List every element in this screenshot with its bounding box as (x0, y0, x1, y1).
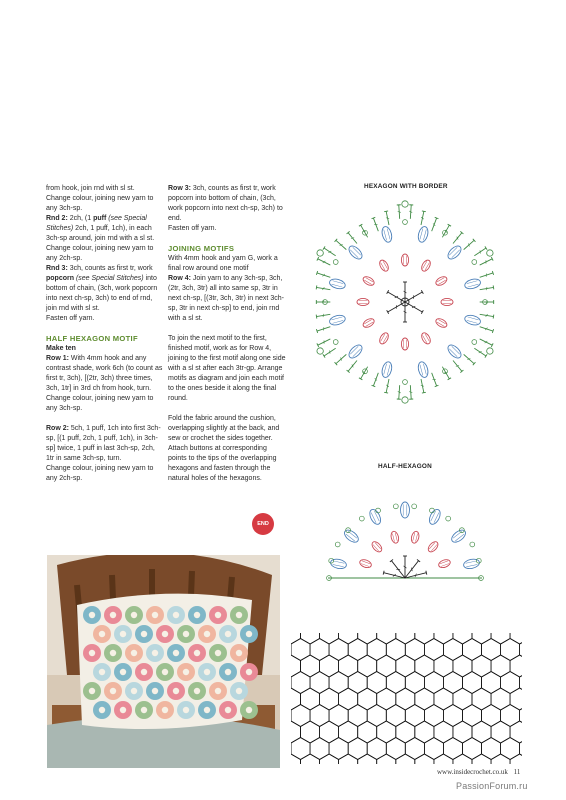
hexagon-cell (320, 721, 339, 743)
hexagon-cell (472, 622, 491, 644)
hexagon-cell (320, 655, 339, 677)
hexagon-cell (377, 655, 396, 677)
hexagon-cell (405, 672, 424, 694)
hexagon-cell (472, 688, 491, 710)
hexagon-cell (396, 688, 415, 710)
hexagon-cell (396, 655, 415, 677)
hexagon-cell (405, 738, 424, 760)
hexagon-cell (510, 721, 529, 743)
hexagon-cell (539, 705, 558, 727)
hexagon-cell (386, 771, 405, 793)
hexagon-cell (520, 639, 539, 661)
hexagon-cell (272, 672, 291, 694)
hexagon-cell (329, 738, 348, 760)
hexagon-cell (301, 754, 320, 776)
hexagon-cell (262, 721, 281, 743)
hexagon-cell (282, 688, 301, 710)
hexagon-cell (291, 705, 310, 727)
footer-url[interactable]: www.insidecrochet.co.uk (437, 768, 508, 776)
hexagon-cell (386, 639, 405, 661)
hexagon-cell (529, 655, 548, 677)
hexagon-cell (262, 688, 281, 710)
hexagon-cell (482, 738, 501, 760)
hexagon-cell (434, 622, 453, 644)
hexagon-cell (310, 639, 329, 661)
hexagon-cell (491, 688, 510, 710)
hexagon-cell (348, 606, 367, 628)
row-4-instruction: Row 4: Join yarn to any 3ch-sp, 3ch, (2tr, 3ch, 3tr) all into same sp, 3tr in next ch-sp, [(3tr, 3ch, 3tr) in next 3ch-sp, 3tr in next ch-sp] to end, join rnd with a sl st. (168, 275, 284, 322)
hexagon-cell (482, 606, 501, 628)
hexagon-cell (482, 705, 501, 727)
hexagon-cell (463, 738, 482, 760)
paragraph: Change colour, joining new yarn to any 3ch-sp. (46, 395, 154, 412)
hexagon-cell (348, 639, 367, 661)
hexagon-cell (348, 672, 367, 694)
hexagon-cell (434, 688, 453, 710)
hexagon-cell (272, 738, 291, 760)
hexagon-cell (415, 655, 434, 677)
hexagon-cell (386, 738, 405, 760)
hexagon-cell (443, 672, 462, 694)
hexagon-cell (339, 655, 358, 677)
hexagon-cell (405, 771, 424, 793)
hexagon-cell (501, 738, 520, 760)
hexagon-cell (262, 754, 281, 776)
hexagon-cell (310, 606, 329, 628)
hexagon-cell (434, 721, 453, 743)
hexagon-cell (320, 688, 339, 710)
hexagon-diagram-title: HEXAGON WITH BORDER (364, 183, 448, 190)
hexagon-cell (386, 705, 405, 727)
paragraph: Fold the fabric around the cushion, overlapping slightly at the back, and sew or crochet the sides together. (168, 415, 280, 442)
paragraph: Change colour, joining new yarn to any 2ch-sp. (46, 245, 154, 262)
hexagon-cell (320, 622, 339, 644)
hexagon-cell (453, 688, 472, 710)
hexagon-cell (377, 721, 396, 743)
hexagon-cell (501, 639, 520, 661)
hexagon-cell (510, 655, 529, 677)
watermark: PassionForum.ru (456, 781, 528, 791)
hexagon-cell (434, 655, 453, 677)
paragraph: With 4mm hook and yarn G, work a final row around one motif (168, 255, 278, 272)
hexagon-cell (291, 639, 310, 661)
hexagon-cell (291, 738, 310, 760)
hexagon-cell (377, 622, 396, 644)
hexagon-cell (329, 672, 348, 694)
hexagon-cell (491, 721, 510, 743)
hexagon-grid (262, 606, 557, 793)
hexagon-cell (310, 705, 329, 727)
hexagon-cell (529, 754, 548, 776)
hexagon-cell (396, 754, 415, 776)
hexagon-cell (472, 721, 491, 743)
row-3-instruction: Row 3: 3ch, counts as first tr, work popcorn into bottom of chain, (3ch, work popcorn into next ch-sp, 3ch) to end. (168, 185, 283, 222)
hexagon-cell (377, 688, 396, 710)
hexagon-cell (415, 721, 434, 743)
hexagon-cell (272, 606, 291, 628)
hexagon-cell (482, 639, 501, 661)
end-badge: END (252, 513, 274, 535)
hexagon-cell (443, 738, 462, 760)
hexagon-cell (367, 705, 386, 727)
hexagon-cell (415, 622, 434, 644)
hexagon-cell (386, 672, 405, 694)
hexagon-cell (301, 688, 320, 710)
row-1-instruction: Row 1: With 4mm hook and any contrast shade, work 6ch (to count as first tr, 3ch), [(2tr, 3ch) three times, 3ch, 1tr] in 3rd ch from hook, turn. (46, 355, 163, 392)
hexagon-cell (463, 672, 482, 694)
hexagon-cell (282, 622, 301, 644)
hexagon-cell (424, 705, 443, 727)
hexagon-cell (348, 771, 367, 793)
hexagon-cell (520, 705, 539, 727)
hexagon-cell (415, 754, 434, 776)
hexagon-cell (424, 606, 443, 628)
hexagon-cell (443, 705, 462, 727)
hexagon-cell (443, 606, 462, 628)
hexagon-cell (367, 639, 386, 661)
footer (437, 768, 520, 776)
hexagon-cell (310, 672, 329, 694)
hexagon-cell (520, 738, 539, 760)
hexagon-cell (358, 655, 377, 677)
paragraph: Change colour, joining new yarn to any 2ch-sp. (46, 465, 154, 482)
hexagon-cell (424, 639, 443, 661)
hexagon-cell (415, 688, 434, 710)
hexagon-cell (358, 622, 377, 644)
hexagon-cell (301, 721, 320, 743)
paragraph: Change colour, joining new yarn to any 3ch-sp. (46, 195, 154, 212)
hexagon-cell (453, 655, 472, 677)
hexagon-cell (424, 672, 443, 694)
hexagon-cell (463, 705, 482, 727)
round-3-instruction: Rnd 3: 3ch, counts as first tr, work popcorn (see Special Stitches) into bottom of chain, (3ch, work popcorn into next ch-sp, 3ch) to end of rnd, join rnd with sl st. (46, 265, 158, 312)
hexagon-cell (529, 622, 548, 644)
half-hexagon-heading: HALF HEXAGON MOTIF (46, 334, 138, 343)
hexagon-cell (510, 688, 529, 710)
make-ten-subheading: Make ten (46, 345, 76, 352)
hexagon-cell (339, 721, 358, 743)
hexagon-cell (529, 688, 548, 710)
hexagon-cell (539, 738, 558, 760)
hexagon-cell (329, 639, 348, 661)
hexagon-cell (358, 688, 377, 710)
hexagon-cell (453, 622, 472, 644)
hexagon-cell (482, 672, 501, 694)
hexagon-cell (301, 622, 320, 644)
hexagon-cell (310, 738, 329, 760)
hexagon-cell (367, 738, 386, 760)
hexagon-cell (463, 606, 482, 628)
round-2-instruction: Rnd 2: 2ch, (1 puff (see Special Stitches) 2ch, 1 puff, 1ch), in each 3ch-sp around, join rnd with a sl st. (46, 215, 155, 242)
hexagon-cell (472, 655, 491, 677)
hexagon-cell (272, 705, 291, 727)
hexagon-cell (529, 721, 548, 743)
hexagon-cell (405, 705, 424, 727)
hexagon-cell (463, 639, 482, 661)
joining-motifs-heading: JOINING MOTIFS (168, 244, 235, 253)
hexagon-cell (329, 606, 348, 628)
paragraph: Attach buttons at corresponding points to the tips of the overlapping hexagons and fasten through the natural holes of the hexagons. (168, 445, 277, 482)
hexagon-cell (539, 771, 558, 793)
hexagon-cell (501, 705, 520, 727)
hexagon-cell (539, 639, 558, 661)
hexagon-cell (491, 655, 510, 677)
hexagon-cell (348, 738, 367, 760)
hexagon-cell (443, 639, 462, 661)
hexagon-cell (424, 738, 443, 760)
hexagon-cell (405, 606, 424, 628)
paragraph: Fasten off yarn. (168, 225, 217, 232)
page-number: 11 (513, 768, 521, 776)
hexagon-cell (339, 622, 358, 644)
hexagon-cell (539, 606, 558, 628)
hexagon-cell (272, 639, 291, 661)
hexagon-cell (320, 754, 339, 776)
hexagon-cell (310, 771, 329, 793)
hexagon-cell (367, 771, 386, 793)
hexagon-cell (329, 705, 348, 727)
hexagon-cell (501, 672, 520, 694)
hexagon-cell (282, 655, 301, 677)
paragraph: Fasten off yarn. (46, 315, 95, 322)
hexagon-cell (510, 622, 529, 644)
paragraph: from hook, join rnd with sl st. (46, 185, 135, 192)
hexagon-cell (520, 672, 539, 694)
hexagon-cell (301, 655, 320, 677)
hexagon-cell (282, 754, 301, 776)
hexagon-cell (377, 754, 396, 776)
hexagon-cell (396, 622, 415, 644)
hexagon-cell (405, 639, 424, 661)
hexagon-cell (358, 721, 377, 743)
paragraph: To join the next motif to the first, finished motif, work as for Row 4, joining to the first motif along one side with a sl st after each 3tr-gp. Arrange motifs as diagram and join each motif to the ones beside it along the final round. (168, 335, 286, 402)
hexagon-cell (386, 606, 405, 628)
hexagon-cell (348, 705, 367, 727)
hexagon-cell (367, 672, 386, 694)
hexagon-cell (358, 754, 377, 776)
hexagon-cell (329, 771, 348, 793)
hexagon-cell (539, 672, 558, 694)
half-hexagon-diagram-title: HALF-HEXAGON (378, 463, 432, 470)
hexagon-cell (272, 771, 291, 793)
hexagon-cell (367, 606, 386, 628)
hexagon-cell (262, 622, 281, 644)
hexagon-cell (262, 655, 281, 677)
row-2-instruction: Row 2: 5ch, 1 puff, 1ch into first 3ch-sp, [(1 puff, 2ch, 1 puff, 1ch), in 3ch-sp] twice, 1 puff in last 3ch-sp, 2ch, 1tr in same 3ch-sp, turn. (46, 425, 161, 462)
hexagon-cell (291, 606, 310, 628)
hexagon-cell (491, 622, 510, 644)
hexagon-cell (291, 672, 310, 694)
hexagon-cell (501, 606, 520, 628)
hexagon-cell (282, 721, 301, 743)
hexagon-cell (291, 771, 310, 793)
hexagon-cell (339, 688, 358, 710)
hexagon-cell (453, 721, 472, 743)
hexagon-cell (520, 606, 539, 628)
hexagon-cell (396, 721, 415, 743)
hexagon-cell (339, 754, 358, 776)
